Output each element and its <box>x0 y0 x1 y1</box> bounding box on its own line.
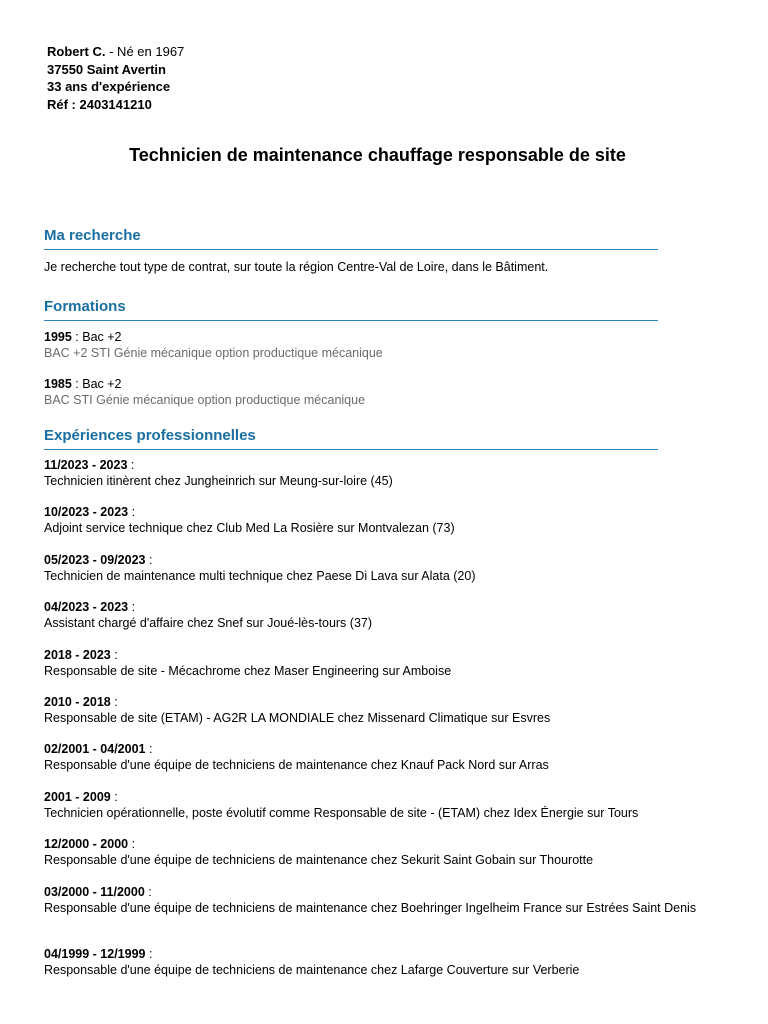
formation-level: : Bac +2 <box>71 330 122 344</box>
experience-item: 11/2023 - 2023 : Technicien itinèrent chez Jungheinrich sur Meung-sur-loire (45) <box>44 458 724 489</box>
section-title-recherche: Ma recherche <box>44 227 658 250</box>
experience-description: Technicien de maintenance multi technique chez Paese Di Lava sur Alata (20) <box>44 568 476 583</box>
formation-detail: BAC +2 STI Génie mécanique option productique mécanique <box>44 345 383 360</box>
section-title-experiences: Expériences professionnelles <box>44 427 658 450</box>
experience-description: Responsable de site (ETAM) - AG2R LA MONDIALE chez Missenard Climatique sur Esvres <box>44 710 551 725</box>
candidate-header <box>47 43 184 113</box>
experience-dates: 02/2001 - 04/2001 <box>44 742 146 756</box>
experience-description: Adjoint service technique chez Club Med La Rosière sur Montvalezan (73) <box>44 520 455 535</box>
experience-description: Responsable d'une équipe de techniciens de maintenance chez Lafarge Couverture sur Verberie <box>44 962 580 977</box>
name-line <box>47 43 184 61</box>
experience-dates: 04/2023 - 2023 <box>44 600 129 614</box>
experience-item: 10/2023 - 2023 : Adjoint service technique chez Club Med La Rosière sur Montvalezan (73) <box>44 505 724 536</box>
experience-description: Assistant chargé d'affaire chez Snef sur Joué-lès-tours (37) <box>44 615 373 630</box>
section-title-formations: Formations <box>44 298 658 321</box>
experience-description: Technicien itinèrent chez Jungheinrich sur Meung-sur-loire (45) <box>44 473 393 488</box>
experience-description: Responsable d'une équipe de techniciens de maintenance chez Knauf Pack Nord sur Arras <box>44 757 549 772</box>
experience-item: 04/2023 - 2023 : Assistant chargé d'affaire chez Snef sur Joué-lès-tours (37) <box>44 600 724 631</box>
experience-item: 03/2000 - 11/2000 : Responsable d'une équipe de techniciens de maintenance chez Boehringer Ingelheim France sur Estrées Saint Denis <box>44 885 724 916</box>
experience-item: 04/1999 - 12/1999 : Responsable d'une équipe de techniciens de maintenance chez Lafarge Couverture sur Verberie <box>44 947 724 978</box>
formation-detail: BAC STI Génie mécanique option productique mécanique <box>44 392 366 407</box>
formation-year: 1985 <box>44 377 72 391</box>
experience-description: Responsable d'une équipe de techniciens de maintenance chez Sekurit Saint Gobain sur Thourotte <box>44 852 594 867</box>
experience-description: Responsable d'une équipe de techniciens de maintenance chez Boehringer Ingelheim France sur Estrées Saint Denis <box>44 900 697 915</box>
experience-dates: 2001 - 2009 <box>44 790 111 804</box>
formation-level: : Bac +2 <box>71 377 122 391</box>
experience-dates: 03/2000 - 11/2000 <box>44 885 145 899</box>
candidate-name: Robert C. <box>47 44 106 59</box>
experience-item: 2001 - 2009 : Technicien opérationnelle, poste évolutif comme Responsable de site - (ETAM) chez Idex Énergie sur Tours <box>44 790 724 821</box>
birth-year: - Né en 1967 <box>105 44 185 59</box>
experience-item: 12/2000 - 2000 : Responsable d'une équipe de techniciens de maintenance chez Sekurit Saint Gobain sur Thourotte <box>44 837 724 868</box>
candidate-reference: Réf : 2403141210 <box>47 96 152 112</box>
formation-item <box>44 330 724 361</box>
experience-dates: 2018 - 2023 <box>44 648 111 662</box>
formation-item <box>44 377 724 408</box>
candidate-experience: 33 ans d'expérience <box>47 79 171 94</box>
page-title: Technicien de maintenance chauffage responsable de site <box>129 145 626 165</box>
experience-item: 05/2023 - 09/2023 : Technicien de maintenance multi technique chez Paese Di Lava sur Alata (20) <box>44 553 724 584</box>
experience-item: 2010 - 2018 : Responsable de site (ETAM) - AG2R LA MONDIALE chez Missenard Climatique sur Esvres <box>44 695 724 726</box>
candidate-location: 37550 Saint Avertin <box>47 61 166 77</box>
experience-dates: 04/1999 - 12/1999 <box>44 947 146 961</box>
experience-item: 2018 - 2023 : Responsable de site - Mécachrome chez Maser Engineering sur Amboise <box>44 648 724 679</box>
experience-description: Responsable de site - Mécachrome chez Maser Engineering sur Amboise <box>44 663 452 678</box>
experience-dates: 11/2023 - 2023 <box>44 458 128 472</box>
experience-dates: 12/2000 - 2000 <box>44 837 129 851</box>
experience-dates: 2010 - 2018 <box>44 695 111 709</box>
experience-description: Technicien opérationnelle, poste évolutif comme Responsable de site - (ETAM) chez Idex Énergie sur Tours <box>44 805 639 820</box>
formation-year: 1995 <box>44 330 72 344</box>
recherche-text: Je recherche tout type de contrat, sur toute la région Centre-Val de Loire, dans le Bâtiment. <box>44 260 549 274</box>
experience-dates: 10/2023 - 2023 <box>44 505 129 519</box>
experience-item: 02/2001 - 04/2001 : Responsable d'une équipe de techniciens de maintenance chez Knauf Pack Nord sur Arras <box>44 742 724 773</box>
experience-dates: 05/2023 - 09/2023 <box>44 553 146 567</box>
